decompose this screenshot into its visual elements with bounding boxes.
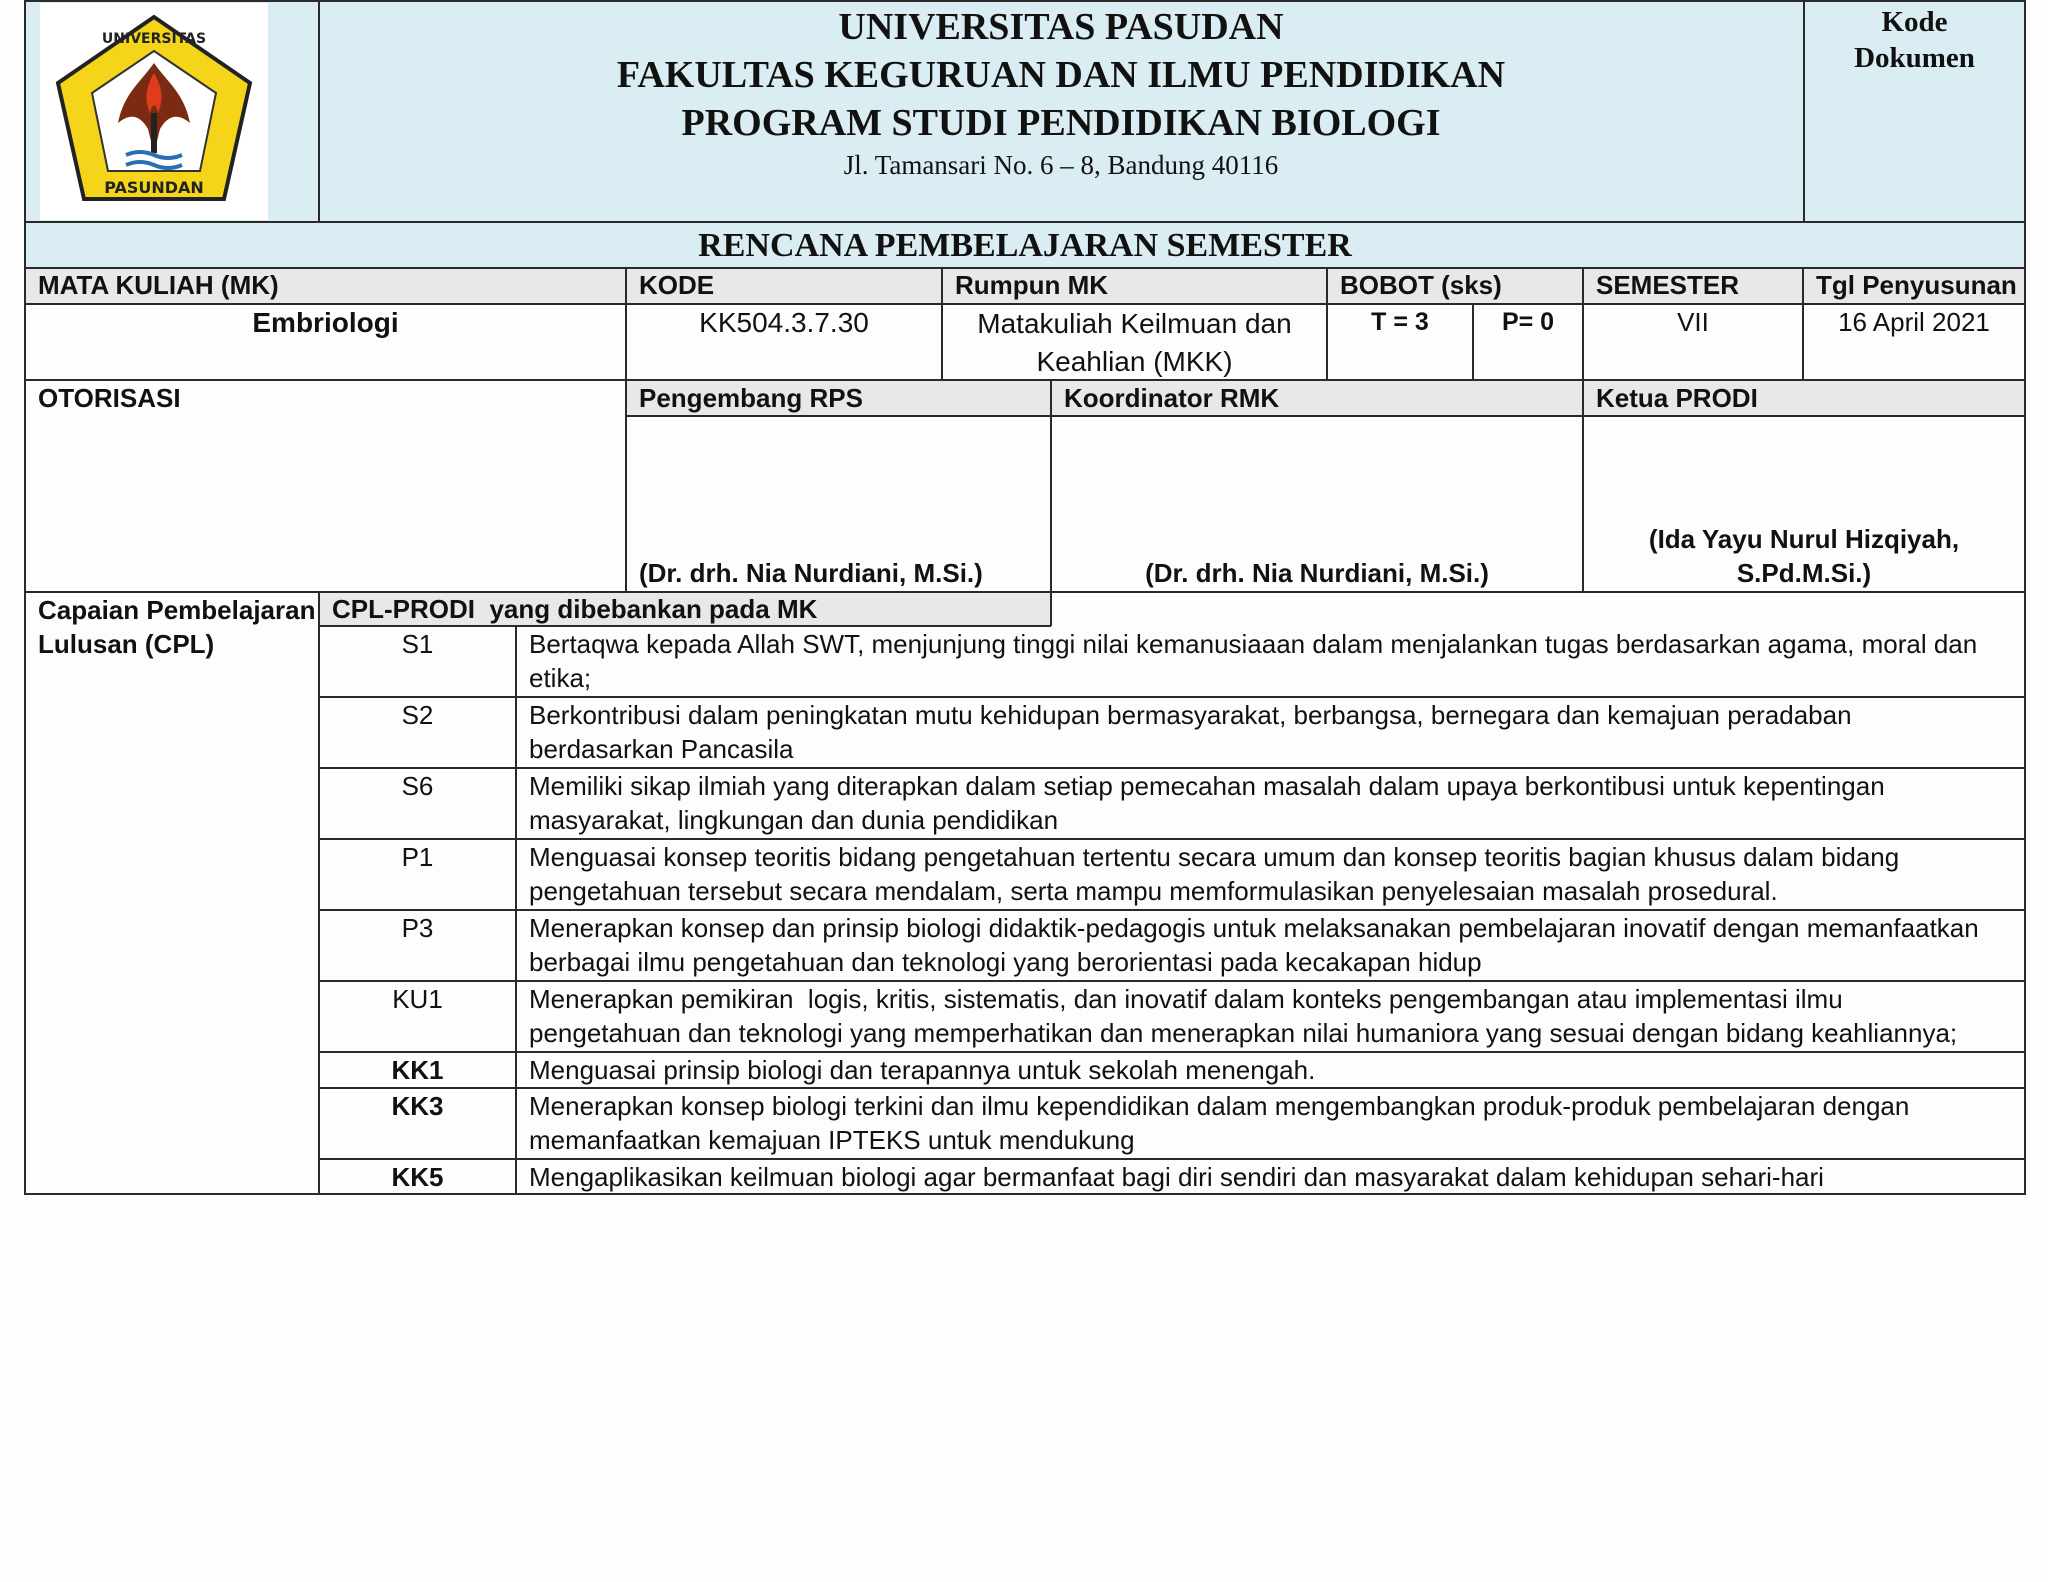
cpl-label: Lulusan (CPL) [38, 629, 215, 659]
course-date: 16 April 2021 [1838, 307, 1990, 337]
pengembang-name: (Dr. drh. Nia Nurdiani, M.Si.) [639, 558, 983, 588]
cpl-description: Menerapkan pemikiran logis, kritis, sistematis, dan inovatif dalam konteks pengembangan atau implementasi ilmu [529, 984, 1843, 1014]
cpl-code: P3 [401, 913, 434, 943]
cpl-code: S2 [401, 700, 434, 730]
rule [515, 626, 517, 1195]
cpl-description: Bertaqwa kepada Allah SWT, menjunjung tinggi nilai kemanusiaaan dalam menjalankan tugas berdasarkan agama, moral dan [529, 629, 1978, 659]
document-title: RENCANA PEMBELAJARAN SEMESTER [698, 227, 1352, 264]
rule [24, 591, 2026, 593]
cpl-description: Menerapkan konsep dan prinsip biologi didaktik-pedagogis untuk melaksanakan pembelajaran inovatif dengan memanfaatkan [529, 913, 1979, 943]
faculty-name: FAKULTAS KEGURUAN DAN ILMU PENDIDIKAN [616, 54, 1506, 96]
cpl-description: berbagai ilmu pengetahuan dan teknologi yang berorientasi pada kecakapan hidup [529, 947, 1482, 977]
rule [2024, 0, 2026, 1195]
koordinator-label: Koordinator RMK [1064, 383, 1280, 413]
cpl-description: Menerapkan konsep biologi terkini dan ilmu kependidikan dalam mengembangkan produk-produk pembelajaran dengan [529, 1091, 1910, 1121]
address: Jl. Tamansari No. 6 – 8, Bandung 40116 [843, 150, 1279, 180]
ketua-name: S.Pd.M.Si.) [1736, 558, 1872, 588]
pasundan-seal-icon [40, 3, 268, 220]
col-header-tgl: Tgl Penyusunan [1816, 270, 2017, 300]
rule [626, 415, 2026, 417]
col-header-kode: KODE [639, 270, 715, 300]
cpl-description: masyarakat, lingkungan dan dunia pendidikan [529, 805, 1059, 835]
cpl-code: S1 [401, 629, 434, 659]
cpl-label: Capaian Pembelajaran [38, 595, 316, 625]
program-name: PROGRAM STUDI PENDIDIKAN BIOLOGI [681, 102, 1441, 144]
col-header-bobot: BOBOT (sks) [1340, 270, 1502, 300]
rule [24, 0, 2026, 2]
doc-code-label: Dokumen [1854, 42, 1975, 74]
otorisasi-label: OTORISASI [38, 383, 181, 413]
cpl-subheader: CPL-PRODI yang dibebankan pada MK [332, 594, 818, 624]
cpl-description: memanfaatkan kemajuan IPTEKS untuk mendukung [529, 1125, 1135, 1155]
cpl-description: etika; [529, 663, 592, 693]
cpl-description: Menguasai konsep teoritis bidang pengetahuan tertentu secara umum dan konsep teoritis bagian khusus dalam bidang [529, 842, 1900, 872]
rule [24, 221, 2026, 223]
cpl-description: Memiliki sikap ilmiah yang diterapkan dalam setiap pemecahan masalah dalam upaya berkontibusi untuk kepentingan [529, 771, 1885, 801]
doc-code-label: Kode [1881, 6, 1948, 38]
cpl-code: S6 [401, 771, 434, 801]
col-header-semester: SEMESTER [1596, 270, 1740, 300]
ketua-name: (Ida Yayu Nurul Hizqiyah, [1648, 524, 1960, 554]
pengembang-label: Pengembang RPS [639, 383, 863, 413]
cpl-code: KK3 [391, 1091, 444, 1121]
university-logo [40, 3, 268, 220]
cpl-description: Mengaplikasikan keilmuan biologi agar bermanfaat bagi diri sendiri dan masyarakat dalam kehidupan sehari-hari [529, 1162, 1824, 1192]
course-name: Embriologi [252, 307, 399, 338]
cpl-description: Berkontribusi dalam peningkatan mutu kehidupan bermasyarakat, berbangsa, bernegara dan kemajuan peradaban [529, 700, 1852, 730]
cpl-code: KK1 [391, 1055, 444, 1085]
university-name: UNIVERSITAS PASUDAN [838, 6, 1284, 48]
course-bobot-t: T = 3 [1371, 308, 1429, 336]
cpl-description: pengetahuan tersebut secara mendalam, serta mampu memformulasikan penyelesaian masalah prosedural. [529, 876, 1778, 906]
course-rumpun: Keahlian (MKK) [1036, 346, 1233, 377]
svg-text:UNIVERSITAS: UNIVERSITAS [101, 31, 207, 47]
cpl-description: pengetahuan dan teknologi yang memperhatikan dan menerapkan nilai humaniora yang sesuai dengan bidang keahliannya; [529, 1018, 1958, 1048]
cpl-description: Menguasai prinsip biologi dan terapannya untuk sekolah menengah. [529, 1055, 1316, 1085]
course-semester: VII [1677, 307, 1709, 337]
course-bobot-p: P= 0 [1501, 308, 1555, 336]
cpl-code: P1 [401, 842, 434, 872]
cpl-code: KU1 [392, 984, 443, 1014]
cpl-description: berdasarkan Pancasila [529, 734, 794, 764]
ketua-label: Ketua PRODI [1596, 383, 1758, 413]
koordinator-name: (Dr. drh. Nia Nurdiani, M.Si.) [1145, 558, 1489, 588]
col-header-mk: MATA KULIAH (MK) [38, 270, 279, 300]
course-rumpun: Matakuliah Keilmuan dan [977, 308, 1292, 339]
rule [24, 0, 26, 1195]
svg-text:PASUNDAN: PASUNDAN [104, 178, 204, 197]
col-header-rumpun: Rumpun MK [955, 270, 1109, 300]
course-code: KK504.3.7.30 [699, 307, 869, 338]
cpl-code: KK5 [391, 1162, 444, 1192]
